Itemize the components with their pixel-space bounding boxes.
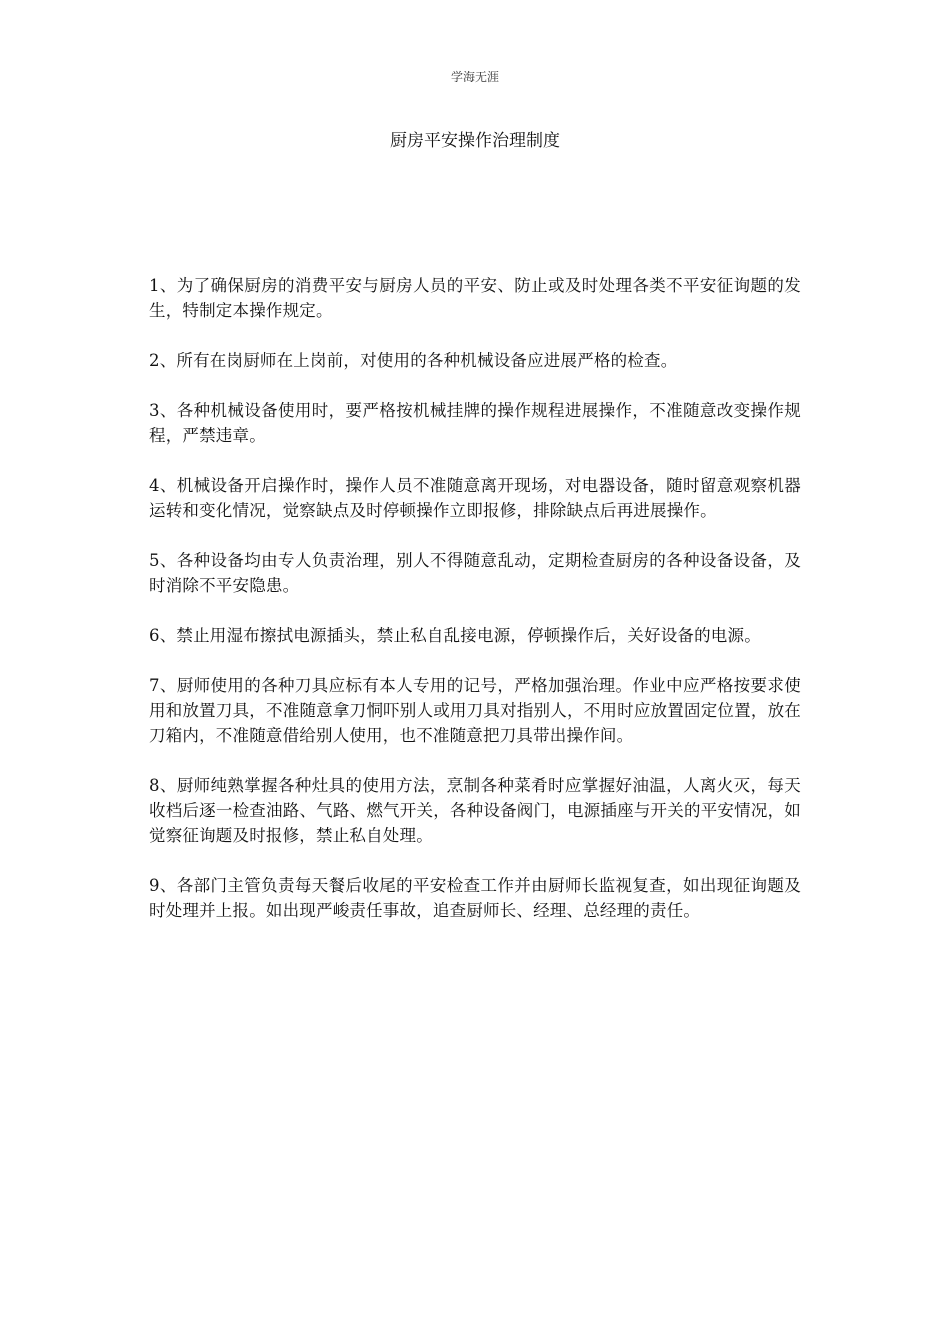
paragraph-2: 2、所有在岗厨师在上岗前，对使用的各种机械设备应进展严格的检查。: [149, 351, 678, 370]
paragraph-7: 7、厨师使用的各种刀具应标有本人专用的记号，严格加强治理。作业中应严格按要求使用和放置刀具，不准随意拿刀恫吓别人或用刀具对指别人，不用时应放置固定位置，放在刀箱内，不准随意借给别人使用，也不准随意把刀具带出操作间。: [149, 676, 801, 745]
document-body: [149, 273, 801, 948]
paragraph-8: 8、厨师纯熟掌握各种灶具的使用方法，烹制各种菜肴时应掌握好油温，人离火灭，每天收档后逐一检查油路、气路、燃气开关，各种设备阀门，电源插座与开关的平安情况，如觉察征询题及时报修，禁止私自处理。: [149, 776, 801, 845]
paragraph-6: 6、禁止用湿布擦拭电源插头，禁止私自乱接电源，停顿操作后，关好设备的电源。: [149, 626, 761, 645]
document-title: 厨房平安操作治理制度: [390, 131, 560, 151]
paragraph-3: 3、各种机械设备使用时，要严格按机械挂牌的操作规程进展操作，不准随意改变操作规程，严禁违章。: [149, 401, 801, 445]
paragraph-9: 9、各部门主管负责每天餐后收尾的平安检查工作并由厨师长监视复查，如出现征询题及时处理并上报。如出现严峻责任事故，追查厨师长、经理、总经理的责任。: [149, 876, 801, 920]
paragraph-4: 4、机械设备开启操作时，操作人员不准随意离开现场，对电器设备，随时留意观察机器运转和变化情况，觉察缺点及时停顿操作立即报修，排除缺点后再进展操作。: [149, 476, 801, 520]
paragraph-1: 1、为了确保厨房的消费平安与厨房人员的平安、防止或及时处理各类不平安征询题的发生，特制定本操作规定。: [149, 276, 801, 320]
page-header: 学海无涯: [450, 70, 499, 84]
paragraph-5: 5、各种设备均由专人负责治理，别人不得随意乱动，定期检查厨房的各种设备设备，及时消除不平安隐患。: [149, 551, 801, 595]
